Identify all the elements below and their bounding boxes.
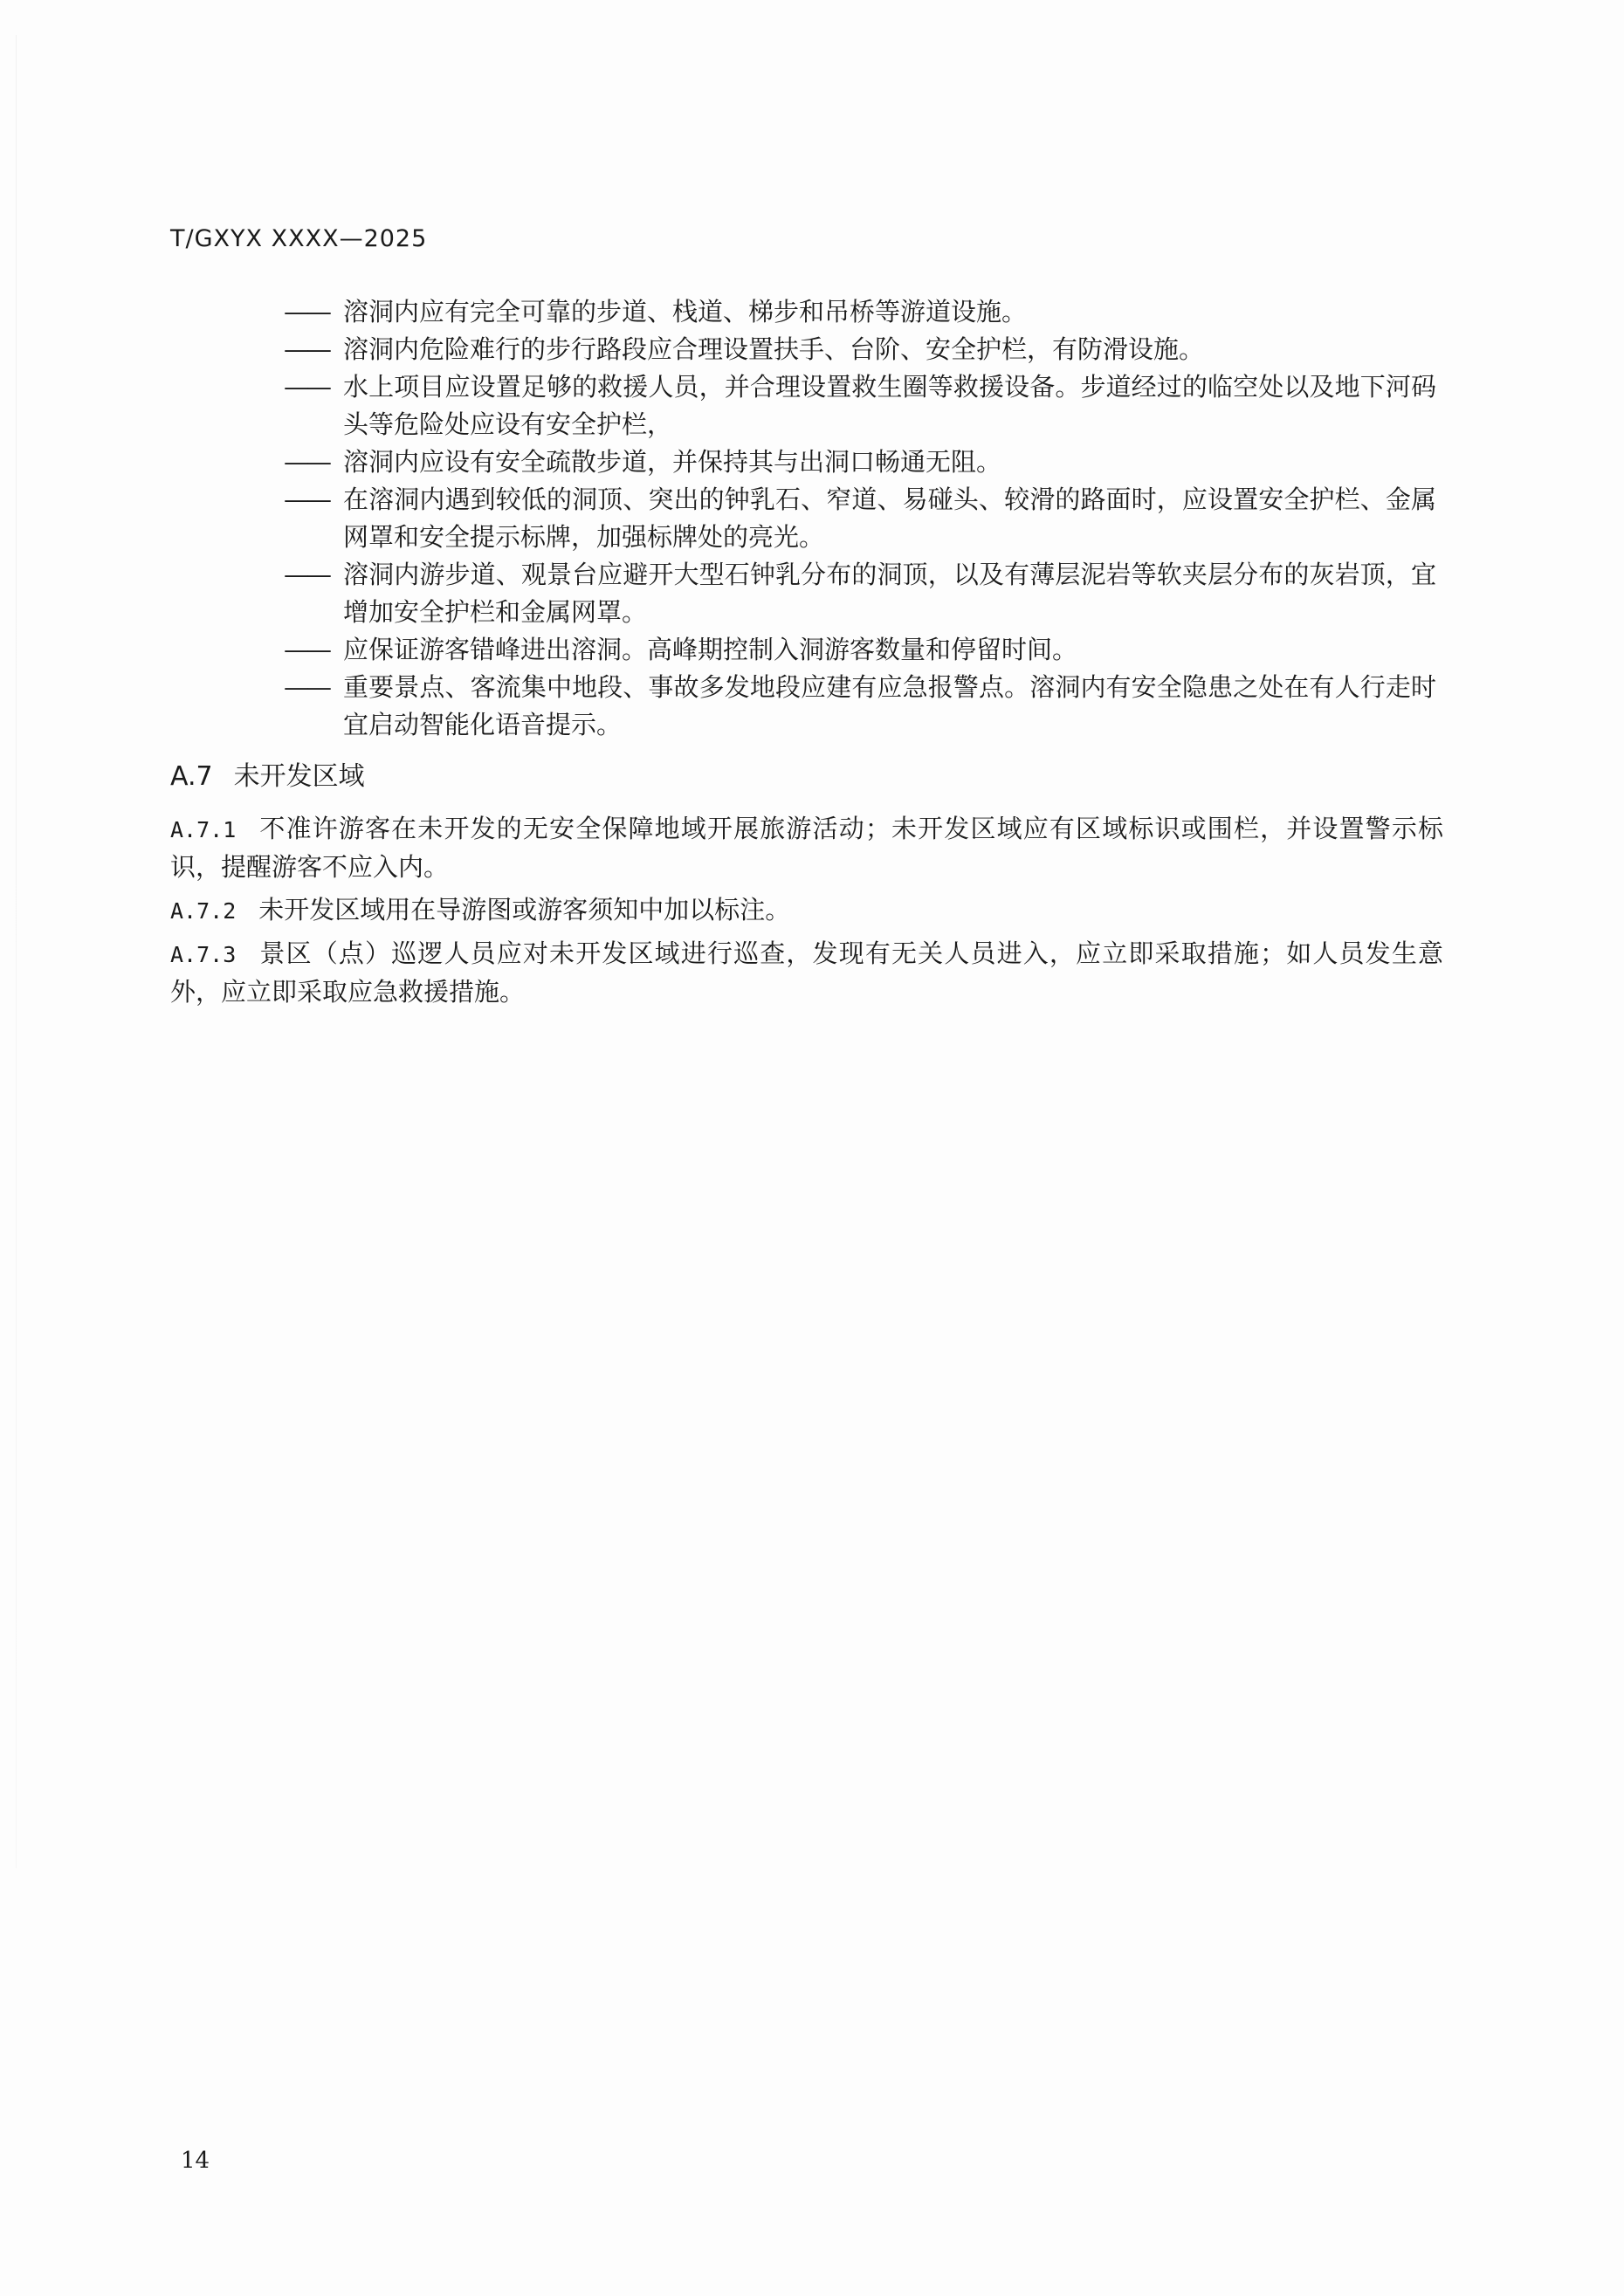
bullet-text: 溶洞内应设有安全疏散步道，并保持其与出洞口畅通无阻。 (343, 447, 1002, 477)
clause-item (170, 935, 1443, 1011)
list-item (284, 331, 1436, 368)
em-dash-marker: —— (284, 485, 329, 514)
em-dash-marker: —— (284, 447, 329, 477)
list-item (284, 368, 1436, 443)
em-dash-marker: —— (284, 297, 329, 327)
clause-number: A.7.2 (170, 898, 237, 924)
clause-item (170, 810, 1443, 886)
clause-item (170, 891, 1443, 930)
em-dash-marker: —— (284, 635, 329, 664)
list-item (284, 556, 1436, 631)
scan-edge (16, 35, 17, 1868)
bullet-text: 在溶洞内遇到较低的洞顶、突出的钟乳石、窄道、易碰头、较滑的路面时，应设置安全护栏、金属网罩和安全提示标牌，加强标牌处的亮光。 (343, 485, 1436, 552)
section-title-text: 未开发区域 (233, 761, 365, 792)
clause-number: A.7.3 (170, 942, 237, 967)
list-item (284, 293, 1436, 331)
list-item (284, 481, 1436, 556)
em-dash-marker: —— (284, 334, 329, 364)
em-dash-marker: —— (284, 672, 329, 702)
em-dash-marker: —— (284, 560, 329, 589)
safety-bullet-list (284, 293, 1436, 744)
bullet-text: 溶洞内游步道、观景台应避开大型石钟乳分布的洞顶，以及有薄层泥岩等软夹层分布的灰岩顶，宜增加安全护栏和金属网罩。 (343, 560, 1436, 627)
em-dash-marker: —— (284, 372, 329, 402)
bullet-text: 应保证游客错峰进出溶洞。高峰期控制入洞游客数量和停留时间。 (343, 635, 1078, 664)
list-item (284, 669, 1436, 744)
bullet-text: 溶洞内危险难行的步行路段应合理设置扶手、台阶、安全护栏，有防滑设施。 (343, 334, 1205, 364)
section-heading (170, 758, 365, 795)
list-item (284, 443, 1436, 481)
clause-text: 景区（点）巡逻人员应对未开发区域进行巡查，发现有无关人员进入，应立即采取措施；如人员发生意外，应立即采取应急救援措施。 (170, 938, 1443, 1007)
bullet-text: 重要景点、客流集中地段、事故多发地段应建有应急报警点。溶洞内有安全隐患之处在有人行走时宜启动智能化语音提示。 (343, 672, 1436, 739)
bullet-text: 溶洞内应有完全可靠的步道、栈道、梯步和吊桥等游道设施。 (343, 297, 1028, 327)
clause-text: 未开发区域用在导游图或游客须知中加以标注。 (258, 895, 791, 925)
list-item (284, 631, 1436, 669)
clause-text: 不准许游客在未开发的无安全保障地域开展旅游活动；未开发区域应有区域标识或围栏，并设置警示标识，提醒游客不应入内。 (170, 814, 1443, 882)
document-code-header: T/GXYX XXXX—2025 (170, 225, 428, 252)
section-number: A.7 (170, 761, 213, 792)
bullet-text: 水上项目应设置足够的救援人员，并合理设置救生圈等救援设备。步道经过的临空处以及地下河码头等危险处应设有安全护栏， (343, 372, 1436, 439)
page-number: 14 (181, 2148, 210, 2174)
clause-list (170, 810, 1443, 1016)
clause-number: A.7.1 (170, 817, 237, 842)
